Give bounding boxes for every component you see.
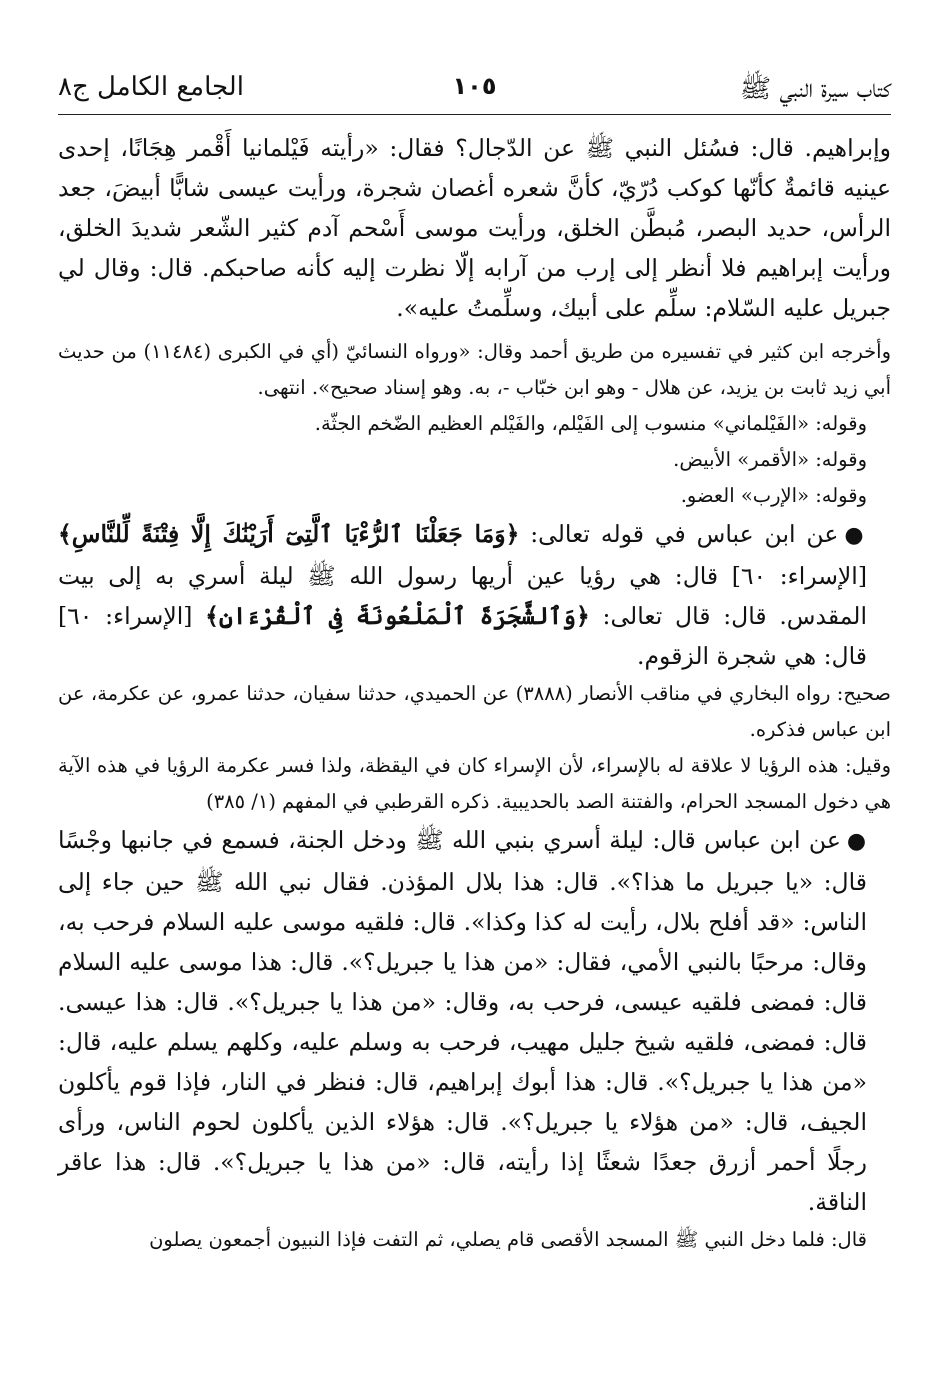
gloss-note: وقوله: «الفَيْلماني» منسوب إلى الفَيْلم، والفَيْلم العظيم الضّخم الجثّة. xyxy=(314,412,867,435)
header-volume-title: الجامع الكامل ج٨ xyxy=(58,72,244,102)
bullet-marker: ● xyxy=(844,523,867,548)
hadith-continuation: قال: فلما دخل النبي ﷺ المسجد الأقصى قام يصلي، ثم التفت فإذا النبيون أجمعون يصلون xyxy=(149,1228,867,1251)
takhrij-note: صحيح: رواه البخاري في مناقب الأنصار (٣٨٨٨) عن الحميدي، حدثنا سفيان، حدثنا عمرو، عن عكرمة، عن ابن عباس فذكره. xyxy=(58,682,891,741)
bullet-marker: ● xyxy=(846,829,867,854)
quran-verse: ﴿وَمَا جَعَلْنَا ٱلرُّءْيَا ٱلَّتِىٓ أَرَيْنَٰكَ إِلَّا فِتْنَةً لِّلنَّاسِ﴾ xyxy=(58,520,520,548)
gloss-note: وقوله: «الإرب» العضو. xyxy=(680,484,867,507)
gloss-note: وقوله: «الأقمر» الأبيض. xyxy=(673,448,867,471)
page-header xyxy=(58,68,891,110)
hadith-text: [الإسراء: ٦٠] قال: هي شجرة الزقوم. xyxy=(58,602,867,670)
commentary-note: وقيل: هذه الرؤيا لا علاقة له بالإسراء، لأن الإسراء كان في اليقظة، ولذا فسر عكرمة الرؤيا في هذه الآية هي دخول المسجد الحرام، والفتنة الصد بالحديبية. ذكره القرطبي في المفهم (١/ ٣٨٥) xyxy=(58,754,891,813)
header-divider xyxy=(58,114,891,115)
page-number: ١٠٥ xyxy=(452,72,497,100)
hadith-text: عن ابن عباس قال: ليلة أسري بنبي الله ﷺ ودخل الجنة، فسمع في جانبها وجْسًا قال: «يا جبريل ما هذا؟». قال: هذا بلال المؤذن. فقال نبي الله ﷺ حين جاء إلى الناس: «قد أفلح بلال، رأيت له كذا وكذا». قال: فلقيه موسى عليه السلام فرحب به، وقال: مرحبًا بالنبي الأمي، فقال: «من هذا يا جبريل؟». قال: هذا موسى عليه السلام قال: فمضى فلقيه عيسى، فرحب به، وقال: «من هذا يا جبريل؟». قال: هذا عيسى. قال: فمضى، فلقيه شيخ جليل مهيب، فرحب به وسلم عليه، وكلهم يسلم عليه، قال: «من هذا يا جبريل؟». قال: هذا أبوك إبراهيم، قال: فنظر في النار، فإذا قوم يأكلون الجيف، قال: «من هؤلاء يا جبريل؟». قال: هؤلاء الذين يأكلون لحوم الناس، ورأى رجلًا أحمر أزرق جعدًا شعثًا إذا رأيته، قال: «من هذا يا جبريل؟». قال: هذا عاقر الناقة. xyxy=(58,826,867,1216)
hadith-paragraph xyxy=(58,514,891,676)
header-book-title: كتاب سيرة النبي ﷺ xyxy=(739,74,891,104)
hadith-intro: عن ابن عباس في قوله تعالى: xyxy=(519,520,839,548)
takhrij-note: وأخرجه ابن كثير في تفسيره من طريق أحمد وقال: «ورواه النسائيّ (أي في الكبرى (١١٤٨٤) من حديث أبي زيد ثابت بن يزيد، عن هلال - وهو ابن خبّاب -، به. وهو إسناد صحيح». انتهى. xyxy=(58,340,891,399)
page-body xyxy=(58,128,891,1258)
hadith-paragraph xyxy=(58,820,891,1222)
hadith-text: [الإسراء: ٦٠] قال: هي رؤيا عين أريها رسول الله ﷺ ليلة أسري به إلى بيت المقدس. قال: قال تعالى: xyxy=(58,562,867,630)
hadith-text-continued: وإبراهيم. قال: فسُئل النبي ﷺ عن الدّجال؟ فقال: «رأيته فَيْلمانيا أَقْمر هِجَانًا، إحدى عينيه قائمةٌ كأنّها كوكب دُرّيّ، كأنَّ شعره أغصان شجرة، ورأيت عيسى شابًّا أبيضَ، جعد الرأس، حديد البصر، مُبطَّن الخلق، ورأيت موسى أَسْحم آدم كثير الشّعر شديدَ الخلق، ورأيت إبراهيم فلا أنظر إلى إرب من آرابه إلّا نظرت إليه كأنه صاحبكم. قال: وقال لي جبريل عليه السّلام: سلِّم على أبيك، وسلِّمتُ عليه». xyxy=(58,134,891,322)
quran-verse: ﴿وَٱلشَّجَرَةَ ٱلْمَلْعُونَةَ فِى ٱلْقُرْءَانِ﴾ xyxy=(205,602,590,630)
